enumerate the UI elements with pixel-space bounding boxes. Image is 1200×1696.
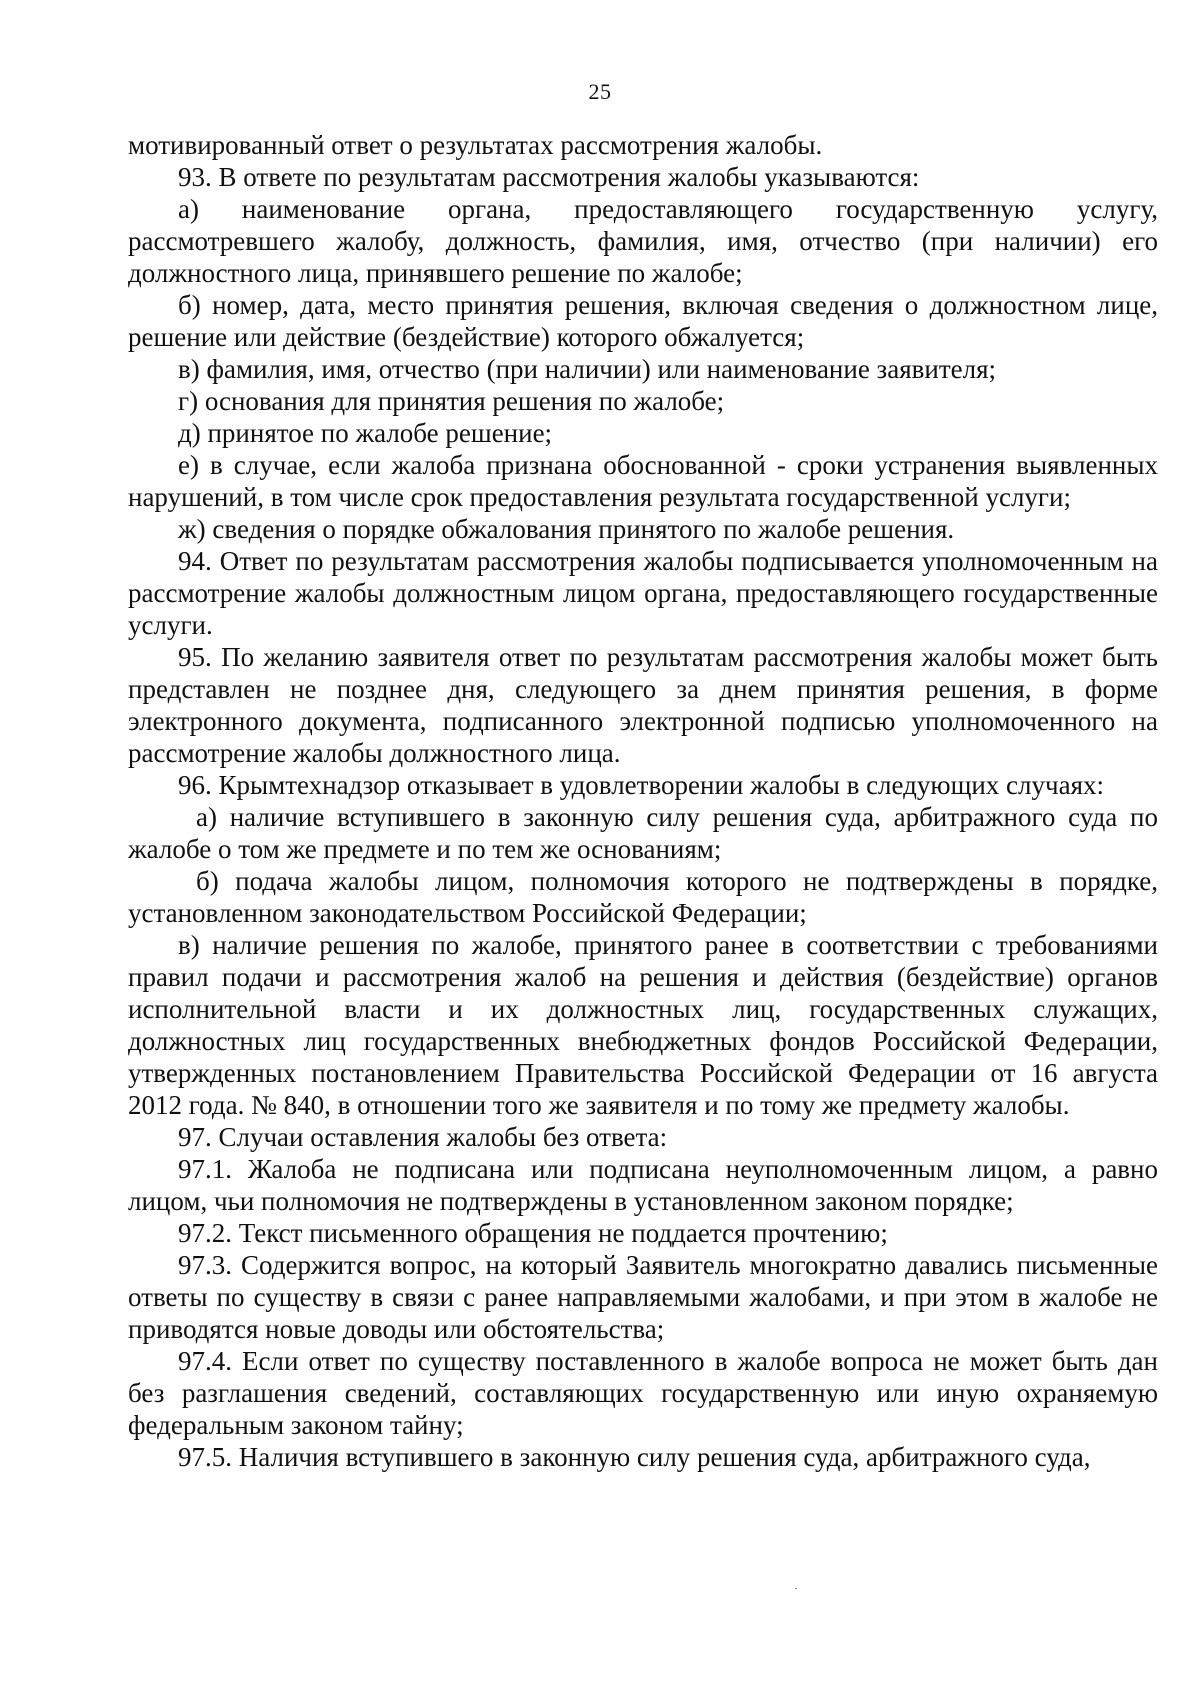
paragraph-94: 94. Ответ по результатам рассмотрения жалобы подписывается уполномоченным на рассмотрение жалобы должностным лицом органа, предоставляющего государственные услуги. (128, 546, 1158, 640)
paragraph-93-b: б) номер, дата, место принятия решения, включая сведения о должностном лице, решение или действие (бездействие) которого обжалуется; (128, 290, 1158, 352)
paragraph-97-4: 97.4. Если ответ по существу поставленного в жалобе вопроса не может быть дан без разглашения сведений, составляющих государственную или иную охраняемую федеральным законом тайну; (128, 1346, 1158, 1440)
paragraph-93-a: а) наименование органа, предоставляющего государственную услугу, рассмотревшего жалобу, должность, фамилия, имя, отчество (при наличии) его должностного лица, принявшего решение по жалобе; (128, 194, 1158, 288)
paragraph-96-b: б) подача жалобы лицом, полномочия которого не подтверждены в порядке, установленном законодательством Российской Федерации; (128, 866, 1158, 928)
paragraph-93-e: е) в случае, если жалоба признана обоснованной - сроки устранения выявленных нарушений, в том числе срок предоставления результата государственной услуги; (128, 450, 1158, 512)
paragraph-97: 97. Случаи оставления жалобы без ответа: (178, 1122, 668, 1152)
paragraph-continuation: мотивированный ответ о результатах рассмотрения жалобы. (128, 130, 823, 160)
paragraph-97-1: 97.1. Жалоба не подписана или подписана неуполномоченным лицом, а равно лицом, чьи полномочия не подтверждены в установленном законом порядке; (128, 1154, 1158, 1216)
paragraph-93-g: г) основания для принятия решения по жалобе; (178, 386, 725, 416)
paragraph-96-v: в) наличие решения по жалобе, принятого ранее в соответствии с требованиями правил подачи и рассмотрения жалоб на решения и действия (бездействие) органов исполнительной власти и их должностных лиц, государственных служащих, должностных лиц государственных внебюджетных фондов Российской Федерации, утвержденных постановлением Правительства Российской Федерации от 16 августа 2012 года. № 840, в отношении того же заявителя и по тому же предмету жалобы. (128, 930, 1158, 1120)
paragraph-95: 95. По желанию заявителя ответ по результатам рассмотрения жалобы может быть представлен не позднее дня, следующего за днем принятия решения, в форме электронного документа, подписанного электронной подписью уполномоченного на рассмотрение жалобы должностного лица. (128, 642, 1158, 768)
page-number: 25 (588, 79, 612, 104)
paragraph-93: 93. В ответе по результатам рассмотрения жалобы указываются: (178, 162, 920, 192)
paragraph-96: 96. Крымтехнадзор отказывает в удовлетворении жалобы в следующих случаях: (178, 770, 1105, 800)
paragraph-97-2: 97.2. Текст письменного обращения не поддается прочтению; (178, 1218, 888, 1248)
paragraph-93-d: д) принятое по жалобе решение; (178, 418, 553, 448)
paragraph-97-3: 97.3. Содержится вопрос, на который Заявитель многократно давались письменные ответы по существу в связи с ранее направляемыми жалобами, и при этом в жалобе не приводятся новые доводы или обстоятельства; (128, 1250, 1158, 1344)
paragraph-97-5: 97.5. Наличия вступившего в законную силу решения суда, арбитражного суда, (178, 1442, 1091, 1472)
paragraph-93-zh: ж) сведения о порядке обжалования принятого по жалобе решения. (178, 514, 955, 544)
document-body (128, 129, 1158, 1473)
scan-speck (795, 1588, 797, 1589)
paragraph-96-a: а) наличие вступившего в законную силу решения суда, арбитражного суда по жалобе о том же предмете и по тем же основаниям; (128, 802, 1158, 864)
paragraph-93-v: в) фамилия, имя, отчество (при наличии) или наименование заявителя; (178, 354, 997, 384)
